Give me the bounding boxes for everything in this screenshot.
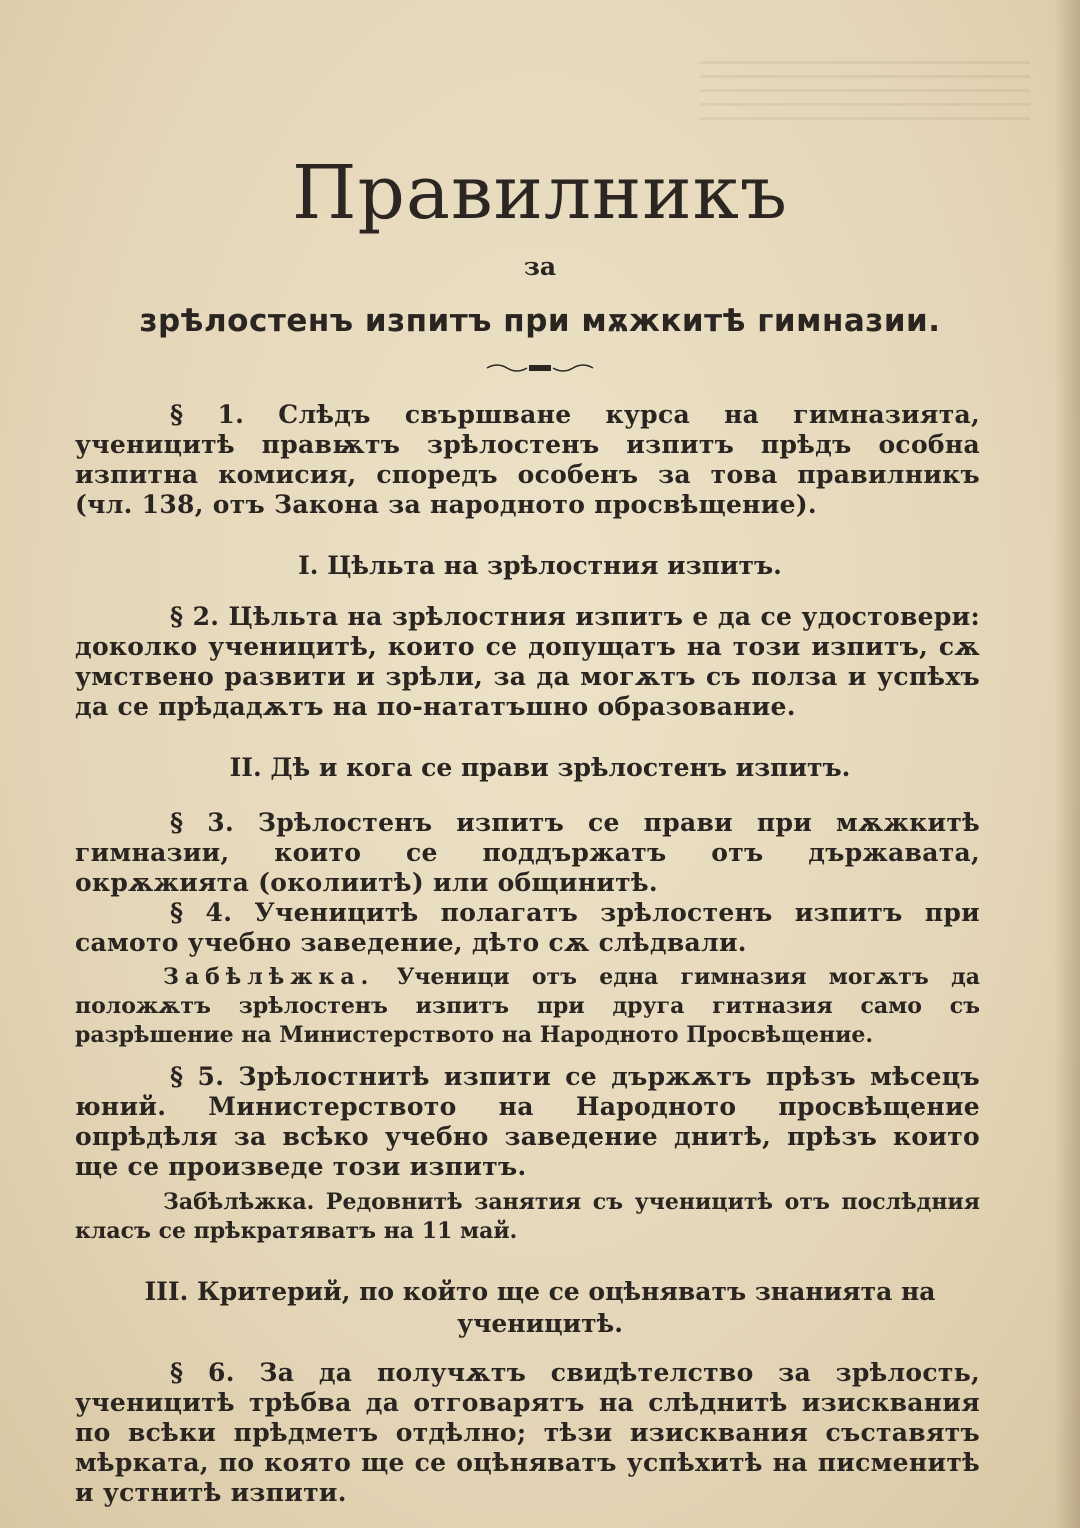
- paragraph-1: § 1. Слѣдъ свършване курса на гимназията, ученицитѣ правѭтъ зрѣлостенъ изпитъ прѣдъ особна изпитна комисия, споредъ особенъ за това правилникъ (чл. 138, отъ Закона за народното просвѣщение).: [75, 400, 980, 519]
- bleed-through: [700, 60, 1030, 120]
- note-1-text: Ученици отъ една гимназия могѫтъ да положѫтъ зрѣлостенъ изпитъ при друга гитназия само съ разрѣшение на Министерството на Народното Просвѣщение.: [75, 964, 980, 1048]
- paragraph-2: § 2. Цѣльта на зрѣлостния изпитъ е да се удостовери: доколко ученицитѣ, които се допущатъ на този изпитъ, сѫ умствено развити и зрѣли, за да могѫтъ съ полза и успѣхъ да се прѣдадѫтъ на по-нататъшно образование.: [75, 602, 980, 721]
- paragraph-6: § 6. За да получѫтъ свидѣтелство за зрѣлость, ученицитѣ трѣбва да отговарятъ на слѣднитѣ изисквания по всѣки прѣдметъ отдѣлно; тѣзи изисквания съставятъ мѣрката, по която ще се оцѣняватъ успѣхитѣ на писменитѣ и устнитѣ изпити.: [75, 1358, 980, 1507]
- note-2: Забѣлѣжка. Редовнитѣ занятия съ ученицитѣ отъ послѣдния класъ се прѣкратяватъ на 11 май.: [75, 1189, 980, 1244]
- paragraph-5: § 5. Зрѣлостнитѣ изпити се държѫтъ прѣзъ мѣсецъ юний. Министерството на Народното просвѣщение опрѣдѣля за всѣко учебно заведение днитѣ, прѣзъ които ще се произведе този изпитъ.: [75, 1062, 980, 1181]
- ornament-divider-icon: [485, 360, 595, 376]
- document-subtitle: зрѣлостенъ изпитъ при мѫжкитѣ гимназии.: [139, 303, 941, 339]
- note-1-label: Забѣлѣжка.: [163, 964, 375, 990]
- section-heading-2: II. Дѣ и кога се прави зрѣлостенъ изпитъ.: [229, 753, 851, 782]
- section-heading-1: I. Цѣльта на зрѣлостния изпитъ.: [298, 551, 782, 580]
- paragraph-4: § 4. Ученицитѣ полагатъ зрѣлостенъ изпитъ при самото учебно заведение, дѣто сѫ слѣдвали.: [75, 898, 980, 957]
- note-1: [75, 963, 980, 1050]
- subtitle-preposition: за: [523, 252, 557, 281]
- document-title: Правилникъ: [292, 150, 788, 236]
- paragraph-3: § 3. Зрѣлостенъ изпитъ се прави при мѫжкитѣ гимназии, които се поддържатъ отъ държавата, окрѫжията (околиитѣ) или общинитѣ.: [75, 808, 980, 897]
- section-heading-3: III. Критерий, по който ще се оцѣняватъ знанията на ученицитѣ.: [144, 1277, 936, 1338]
